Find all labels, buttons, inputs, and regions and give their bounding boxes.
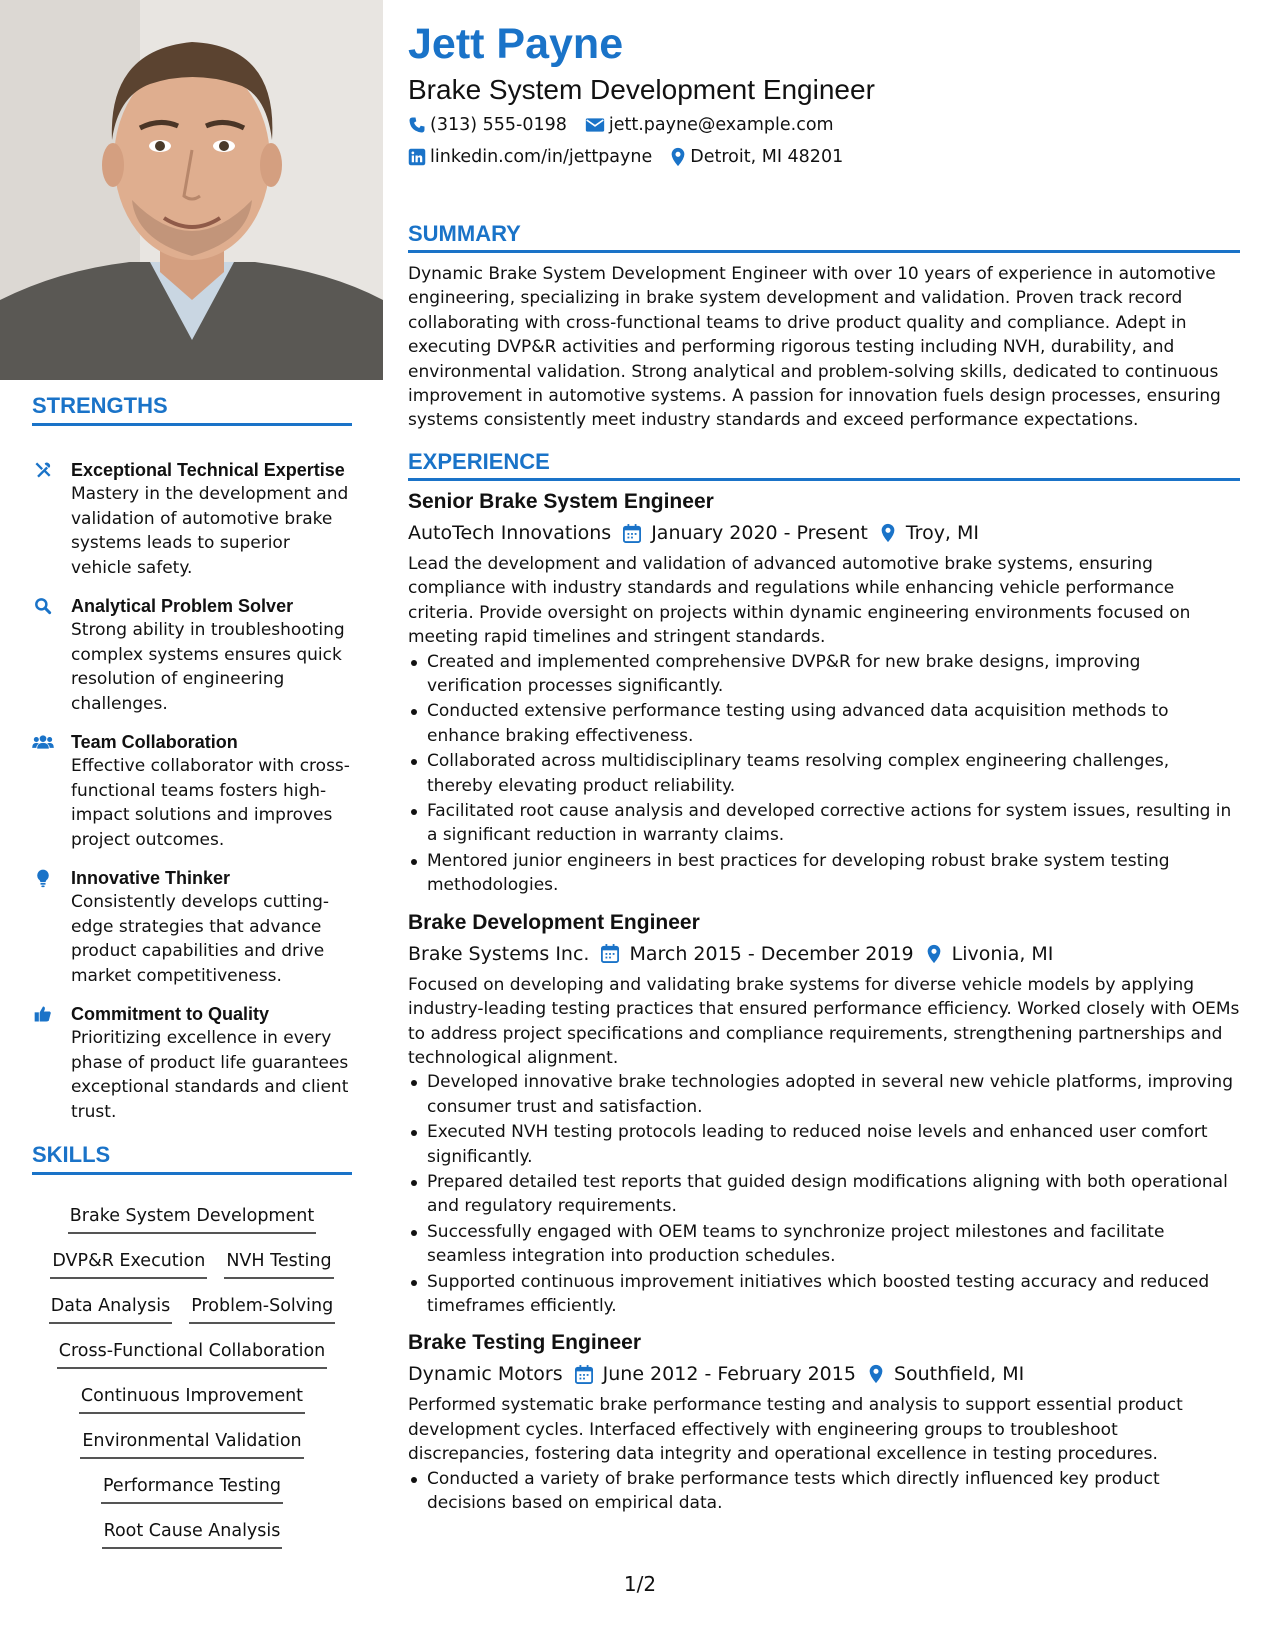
job-title: Brake Testing Engineer bbox=[408, 1331, 642, 1355]
strength-desc: Effective collaborator with cross-functional teams fosters high-impact solutions and improves project outcomes. bbox=[71, 756, 350, 850]
contact-row bbox=[408, 144, 861, 170]
job-company: AutoTech Innovations bbox=[408, 522, 612, 544]
job-bullets bbox=[408, 1467, 1240, 1516]
job-dates: March 2015 - December 2019 bbox=[629, 942, 914, 965]
skill-tag: Environmental Validation bbox=[80, 1429, 303, 1459]
job-location: Southfield, MI bbox=[893, 1363, 1025, 1386]
calendar-icon bbox=[601, 944, 619, 963]
job-dates: January 2020 - Present bbox=[651, 522, 868, 544]
job-bullets bbox=[408, 650, 1240, 898]
experience-list bbox=[408, 486, 1240, 1524]
job-description: Lead the development and validation of advanced automotive brake systems, ensuring compliance with industry standards and regulations while enhancing vehicle performance criteria. Provide oversight on projects within dynamic engineering environments focused on meeting rapid timelines and stringent standards. bbox=[408, 554, 1191, 648]
strength-title: Exceptional Technical Expertise bbox=[71, 460, 345, 480]
contact-email[interactable]: jett.payne@example.com bbox=[585, 115, 834, 135]
strength-item bbox=[32, 1002, 352, 1124]
skills-list bbox=[32, 1204, 352, 1564]
skill-tag: NVH Testing bbox=[224, 1249, 333, 1279]
contact-row bbox=[408, 112, 852, 138]
job-meta bbox=[408, 939, 1240, 969]
job-bullet: Mentored junior engineers in best practices for developing robust brake system testing methodologies. bbox=[408, 849, 1240, 898]
job-meta bbox=[408, 518, 1240, 548]
job-description: Performed systematic brake performance testing and analysis to support essential product development cycles. Interfaced effectively with engineering groups to troubleshoot discrepancies, fostering data integrity and operational excellence in testing procedures. bbox=[408, 1395, 1183, 1465]
page-number: 1/2 bbox=[623, 1572, 657, 1596]
users-icon bbox=[32, 732, 54, 752]
job-bullet: Supported continuous improvement initiatives which boosted testing accuracy and reduced timeframes efficiently. bbox=[408, 1270, 1240, 1319]
envelope-icon bbox=[585, 117, 605, 133]
strength-title: Team Collaboration bbox=[71, 732, 238, 752]
job-bullet: Prepared detailed test reports that guided design modifications aligning with both operational and regulatory requirements. bbox=[408, 1170, 1240, 1219]
contact-phone[interactable]: (313) 555-0198 bbox=[408, 115, 567, 135]
job-title: Brake Development Engineer bbox=[408, 910, 700, 934]
job-bullet: Successfully engaged with OEM teams to synchronize project milestones and facilitate seamless integration into production schedules. bbox=[408, 1220, 1240, 1269]
job-entry bbox=[408, 1327, 1240, 1515]
search-icon bbox=[32, 596, 54, 616]
strength-item bbox=[32, 730, 352, 852]
skill-tag: Cross-Functional Collaboration bbox=[57, 1339, 328, 1369]
job-company: Dynamic Motors bbox=[408, 1363, 563, 1386]
job-bullet: Facilitated root cause analysis and developed corrective actions for system issues, resulting in a significant reduction in warranty claims. bbox=[408, 799, 1240, 848]
experience-heading: EXPERIENCE bbox=[408, 449, 1240, 481]
job-description: Focused on developing and validating brake systems for diverse vehicle models by applying industry-leading testing practices that ensured performance efficiency. Worked closely with OEMs to address project specifications and compliance requirements, strengthening partnerships and technological alignment. bbox=[408, 974, 1240, 1068]
job-bullet: Executed NVH testing protocols leading to reduced noise levels and enhanced user comfort significantly. bbox=[408, 1120, 1240, 1169]
job-meta bbox=[408, 1359, 1240, 1389]
contact-linkedin[interactable]: linkedin.com/in/jettpayne bbox=[408, 147, 652, 167]
sidebar bbox=[0, 0, 383, 1650]
job-location: Troy, MI bbox=[905, 522, 980, 544]
job-company: Brake Systems Inc. bbox=[408, 942, 590, 965]
strength-item bbox=[32, 866, 352, 988]
tools-icon bbox=[32, 460, 54, 480]
contact-location: Detroit, MI 48201 bbox=[670, 147, 843, 167]
job-title: Senior Brake System Engineer bbox=[408, 490, 714, 513]
summary-heading: SUMMARY bbox=[408, 221, 1240, 253]
skill-tag: Continuous Improvement bbox=[79, 1384, 305, 1414]
map-pin-icon bbox=[880, 523, 896, 543]
strength-title: Commitment to Quality bbox=[71, 1004, 270, 1024]
candidate-name: Jett Payne bbox=[408, 20, 624, 68]
calendar-icon bbox=[575, 1365, 593, 1384]
strength-title: Innovative Thinker bbox=[71, 868, 231, 888]
skill-tag: Data Analysis bbox=[49, 1294, 172, 1324]
skill-tag: Problem-Solving bbox=[189, 1294, 335, 1324]
skill-tag: DVP&R Execution bbox=[50, 1249, 207, 1279]
candidate-role: Brake System Development Engineer bbox=[408, 74, 875, 105]
summary-text: Dynamic Brake System Development Engineer with over 10 years of experience in automotive engineering, specializing in brake system development and validation. Proven track record collaborating with cross-functional teams to drive product quality and compliance. Adept in executing DVP&R activities and performing rigorous testing including NVH, durability, and environmental validation. Strong analytical and problem-solving skills, dedicated to continuous improvement in automotive systems. A passion for innovation fuels design processes, ensuring systems consistently meet industry standards and exceed performance expectations. bbox=[408, 264, 1221, 431]
strength-item bbox=[32, 458, 352, 580]
strength-desc: Mastery in the development and validation of automotive brake systems leads to superior vehicle safety. bbox=[71, 484, 349, 578]
strength-item bbox=[32, 594, 352, 716]
map-pin-icon bbox=[670, 147, 686, 167]
strength-desc: Consistently develops cutting-edge strategies that advance product capabilities and drive market competitiveness. bbox=[71, 892, 330, 986]
strength-title: Analytical Problem Solver bbox=[71, 596, 294, 616]
map-pin-icon bbox=[926, 944, 942, 964]
job-bullet: Developed innovative brake technologies adopted in several new vehicle platforms, improving consumer trust and satisfaction. bbox=[408, 1070, 1240, 1119]
job-bullet: Created and implemented comprehensive DVP&R for new brake designs, improving verification processes significantly. bbox=[408, 650, 1240, 699]
linkedin-icon bbox=[408, 148, 426, 166]
strengths-heading: STRENGTHS bbox=[32, 393, 352, 426]
job-bullets bbox=[408, 1070, 1240, 1318]
job-entry bbox=[408, 486, 1240, 898]
calendar-icon bbox=[623, 524, 641, 543]
job-bullet: Conducted a variety of brake performance tests which directly influenced key product decisions based on empirical data. bbox=[408, 1467, 1240, 1516]
skills-heading: SKILLS bbox=[32, 1142, 352, 1175]
skill-tag: Root Cause Analysis bbox=[102, 1519, 283, 1549]
lightbulb-icon bbox=[32, 868, 54, 888]
phone-icon bbox=[408, 116, 426, 134]
thumbs-up-icon bbox=[32, 1004, 54, 1024]
strengths-list bbox=[32, 458, 352, 1138]
job-location: Livonia, MI bbox=[951, 942, 1054, 965]
strength-desc: Strong ability in troubleshooting complex systems ensures quick resolution of engineering challenges. bbox=[71, 620, 345, 714]
job-dates: June 2012 - February 2015 bbox=[602, 1363, 856, 1386]
job-bullet: Collaborated across multidisciplinary teams resolving complex engineering challenges, thereby elevating product reliability. bbox=[408, 749, 1240, 798]
job-bullet: Conducted extensive performance testing using advanced data acquisition methods to enhance braking effectiveness. bbox=[408, 699, 1240, 748]
strength-desc: Prioritizing excellence in every phase of product life guarantees exceptional standards and client trust. bbox=[71, 1028, 349, 1122]
job-entry bbox=[408, 907, 1240, 1319]
map-pin-icon bbox=[868, 1364, 884, 1384]
skill-tag: Performance Testing bbox=[101, 1474, 283, 1504]
profile-photo bbox=[0, 0, 383, 380]
skill-tag: Brake System Development bbox=[68, 1204, 316, 1234]
